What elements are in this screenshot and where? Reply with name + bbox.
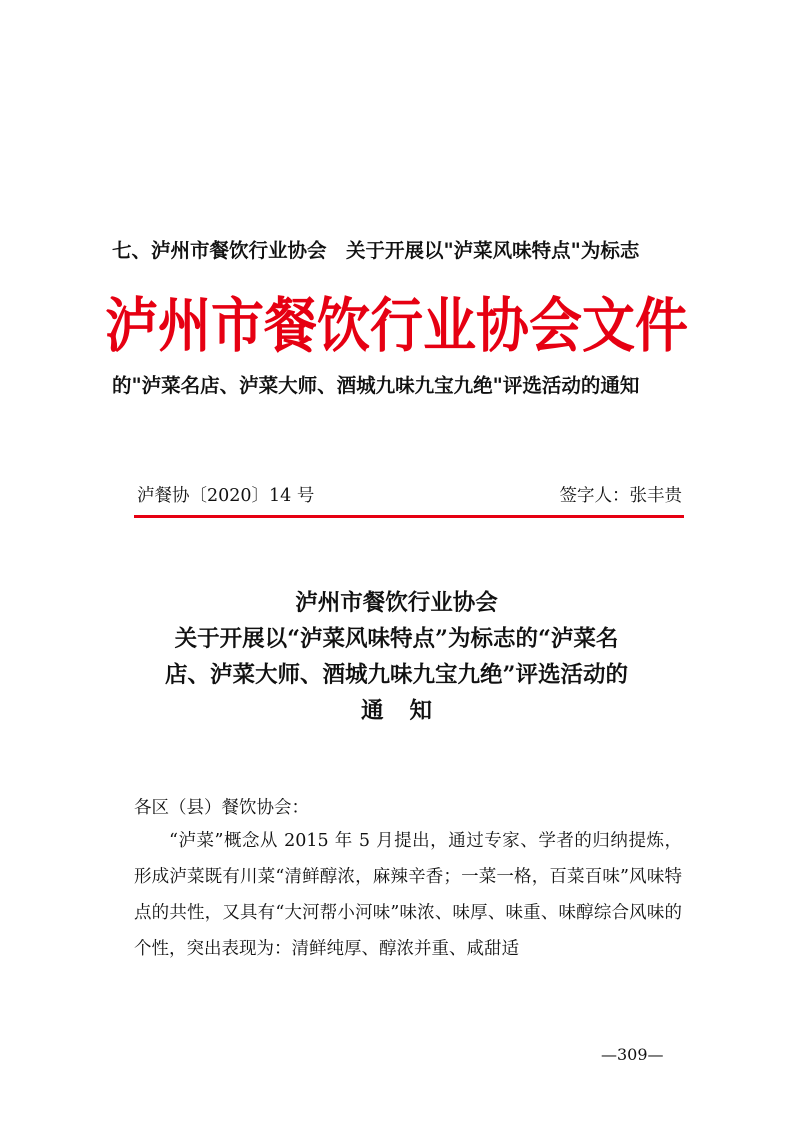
red-divider-line	[134, 515, 684, 518]
notice-title-line-1: 泸州市餐饮行业协会	[295, 590, 498, 616]
section-heading-line-2: 的"泸菜名店、泸菜大师、酒城九味九宝九绝"评选活动的通知	[112, 374, 640, 397]
page-number: —309—	[601, 1045, 664, 1064]
document-masthead: 泸州市餐饮行业协会文件	[105, 291, 688, 361]
body-text	[134, 823, 682, 967]
signer: 签字人：张丰贵	[559, 486, 682, 506]
section-heading-line-1: 七、泸州市餐饮行业协会 关于开展以"泸菜风味特点"为标志	[112, 239, 640, 262]
notice-title-line-2: 关于开展以“泸菜风味特点”为标志的“泸菜名	[174, 626, 619, 652]
notice-title	[110, 585, 683, 729]
salutation: 各区（县）餐饮协会：	[134, 798, 309, 818]
notice-title-line-3: 店、泸菜大师、酒城九味九宝九绝”评选活动的	[165, 662, 628, 688]
body-paragraph: “泸菜”概念从 2015 年 5 月提出，通过专家、学者的归纳提炼，形成泸菜既有川菜“清鲜醇浓，麻辣辛香；一菜一格，百菜百味”风味特点的共性，又具有“大河帮小河味”味浓、味厚、味重、味醇综合风味的个性，突出表现为：清鲜纯厚、醇浓并重、咸甜适	[134, 831, 682, 959]
document-number: 泸餐协〔2020〕14 号	[137, 486, 315, 506]
notice-title-line-4: 通知	[360, 698, 458, 724]
